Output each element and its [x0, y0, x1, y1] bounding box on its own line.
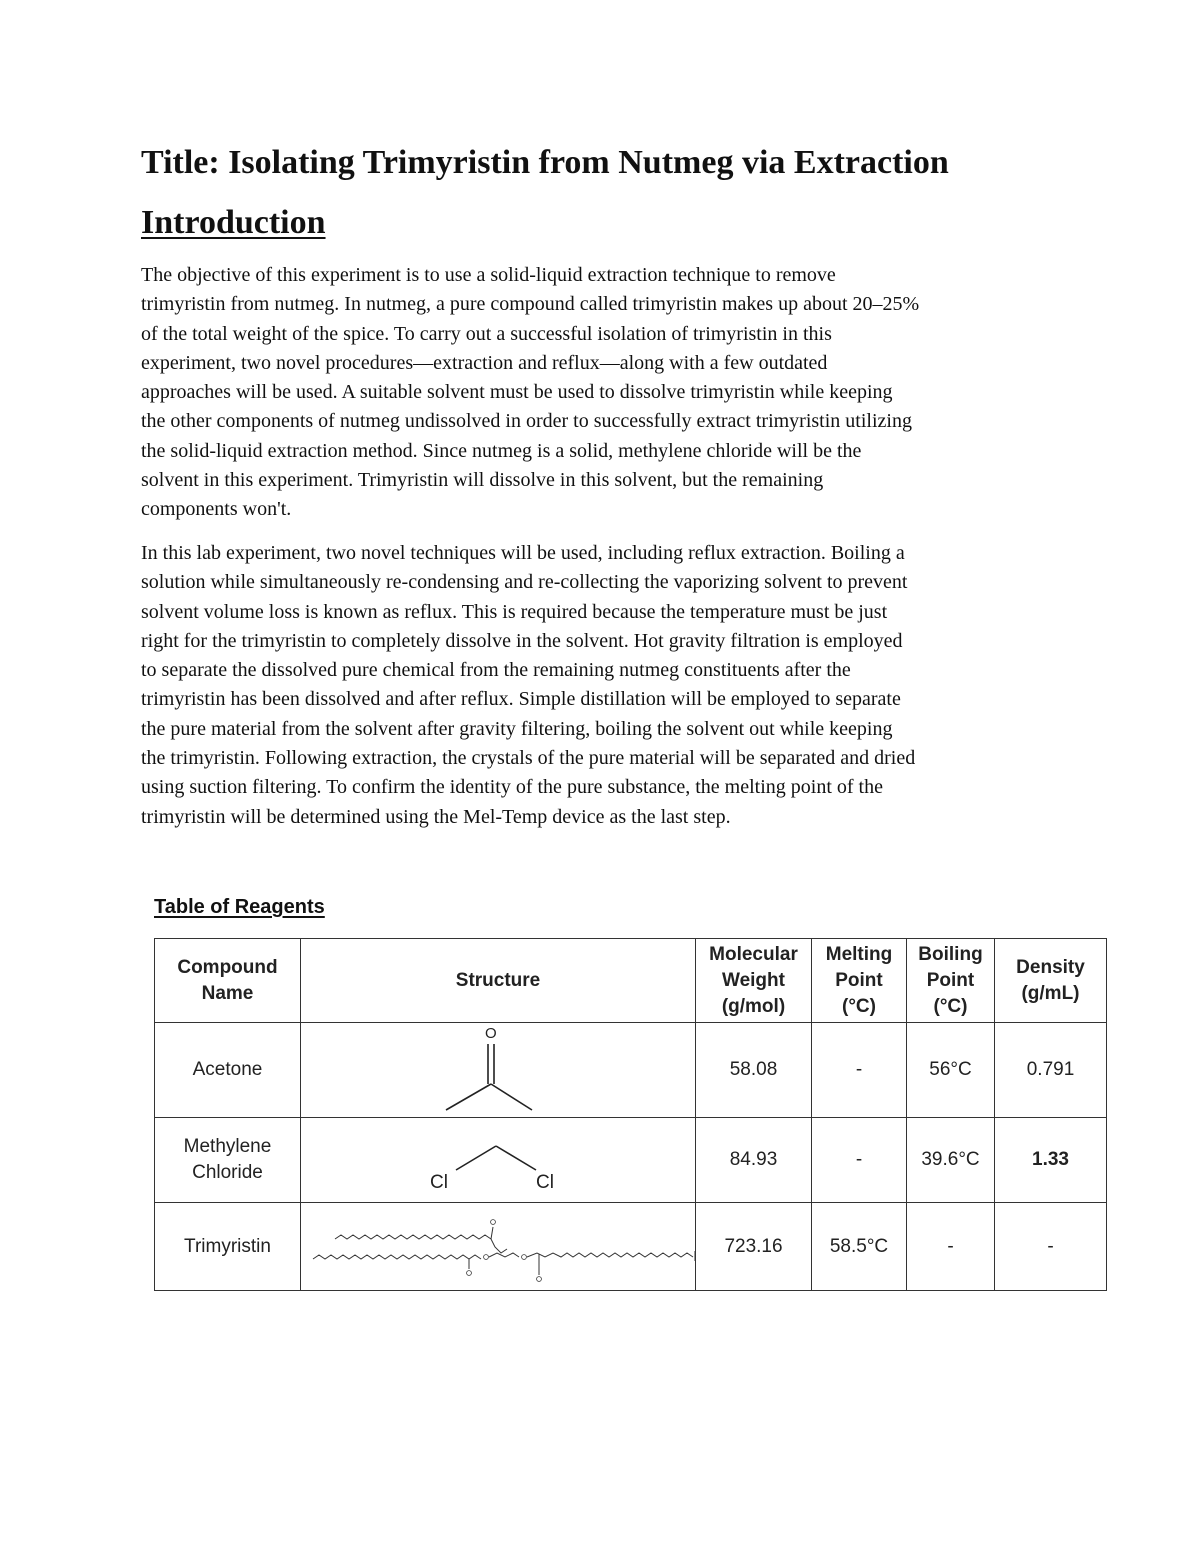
paragraph-line: the solid-liquid extraction method. Since nutmeg is a solid, methylene chloride will be the [141, 439, 862, 462]
paragraph-line: the trimyristin. Following extraction, the crystals of the pure material will be separated and dried [141, 747, 916, 770]
boiling-point-cell: - [907, 1203, 995, 1291]
compound-name-cell: Trimyristin [155, 1203, 301, 1291]
acetone-structure-icon [428, 1024, 568, 1116]
introduction-paragraph-2 [141, 539, 1081, 832]
methylene-chloride-structure-icon [418, 1120, 578, 1200]
compound-name-cell [155, 1118, 301, 1203]
table-caption: Table of Reagents [154, 896, 325, 918]
table-row [155, 1023, 1107, 1118]
chlorine-label-left: Cl [430, 1172, 448, 1193]
paragraph-line: solvent volume loss is known as reflux. This is required because the temperature must be just [141, 600, 888, 623]
density-cell: 1.33 [995, 1118, 1107, 1203]
header-line: (°C) [842, 995, 876, 1017]
header-line: (g/mol) [721, 995, 786, 1017]
header-line: (°C) [933, 995, 968, 1017]
header-boiling-point [907, 939, 995, 1023]
paragraph-line: to separate the dissolved pure chemical from the remaining nutmeg constituents after the [141, 659, 851, 682]
structure-cell [301, 1203, 696, 1291]
header-line: Point [835, 969, 883, 991]
compound-name-cell: Acetone [155, 1023, 301, 1118]
header-structure: Structure [301, 939, 696, 1023]
density-cell: - [995, 1203, 1107, 1291]
table-header-row [155, 939, 1107, 1023]
trimyristin-structure-icon [305, 1205, 697, 1289]
melting-point-cell: - [812, 1118, 907, 1203]
header-density [995, 939, 1107, 1023]
structure-cell [301, 1023, 696, 1118]
boiling-point-cell: 39.6°C [907, 1118, 995, 1203]
melting-point-cell: 58.5°C [812, 1203, 907, 1291]
paragraph-line: The objective of this experiment is to use a solid-liquid extraction technique to remove [141, 264, 836, 286]
compound-name-line: Chloride [192, 1162, 263, 1183]
header-line: Compound [177, 956, 278, 978]
paragraph-line: the pure material from the solvent after gravity filtering, boiling the solvent out while keeping [141, 717, 893, 740]
molecular-weight-cell: 84.93 [696, 1118, 812, 1203]
header-line: Density [1016, 956, 1085, 978]
paragraph-line: components won't. [141, 498, 292, 521]
paragraph-line: solution while simultaneously re-condensing and re-collecting the vaporizing solvent to prevent [141, 571, 908, 594]
paragraph-line: trimyristin will be determined using the Mel-Temp device as the last step. [141, 805, 731, 828]
header-line: Weight [722, 969, 785, 991]
paragraph-line: trimyristin has been dissolved and after reflux. Simple distillation will be employed to separate [141, 688, 901, 711]
structure-cell [301, 1118, 696, 1203]
paragraph-line: of the total weight of the spice. To carry out a successful isolation of trimyristin in this [141, 322, 832, 345]
paragraph-line: the other components of nutmeg undissolved in order to successfully extract trimyristin utilizing [141, 410, 912, 433]
paragraph-line: In this lab experiment, two novel techniques will be used, including reflux extraction. Boiling a [141, 542, 905, 564]
table-row [155, 1203, 1107, 1291]
paragraph-line: experiment, two novel procedures—extraction and reflux—along with a few outdated [141, 351, 828, 374]
paragraph-line: trimyristin from nutmeg. In nutmeg, a pure compound called trimyristin makes up about 20–25% [141, 293, 920, 316]
melting-point-cell: - [812, 1023, 907, 1118]
header-melting-point [812, 939, 907, 1023]
introduction-heading: Introduction [141, 204, 326, 241]
paragraph-line: approaches will be used. A suitable solvent must be used to dissolve trimyristin while keeping [141, 381, 893, 404]
compound-name-line: Methylene [183, 1136, 272, 1157]
header-line: Boiling [918, 943, 983, 965]
molecular-weight-cell: 58.08 [696, 1023, 812, 1118]
header-line: Molecular [709, 943, 798, 965]
introduction-paragraph-1 [141, 261, 1081, 525]
density-cell: 0.791 [995, 1023, 1107, 1118]
document-title: Title: Isolating Trimyristin from Nutmeg via Extraction [141, 144, 949, 181]
paragraph-line: solvent in this experiment. Trimyristin will dissolve in this solvent, but the remaining [141, 469, 824, 492]
reagents-table [154, 938, 1107, 1291]
header-line: Melting [825, 943, 893, 965]
oxygen-label: O [485, 1025, 497, 1042]
paragraph-line: using suction filtering. To confirm the identity of the pure substance, the melting point of the [141, 776, 883, 799]
table-row [155, 1118, 1107, 1203]
header-molecular-weight [696, 939, 812, 1023]
header-compound-name [155, 939, 301, 1023]
chlorine-label-right: Cl [536, 1172, 554, 1193]
header-line: (g/mL) [1021, 982, 1080, 1004]
molecular-weight-cell: 723.16 [696, 1203, 812, 1291]
header-line: Point [926, 969, 975, 991]
header-line: Name [201, 982, 254, 1004]
boiling-point-cell: 56°C [907, 1023, 995, 1118]
paragraph-line: right for the trimyristin to completely dissolve in the solvent. Hot gravity filtration is employed [141, 629, 903, 652]
